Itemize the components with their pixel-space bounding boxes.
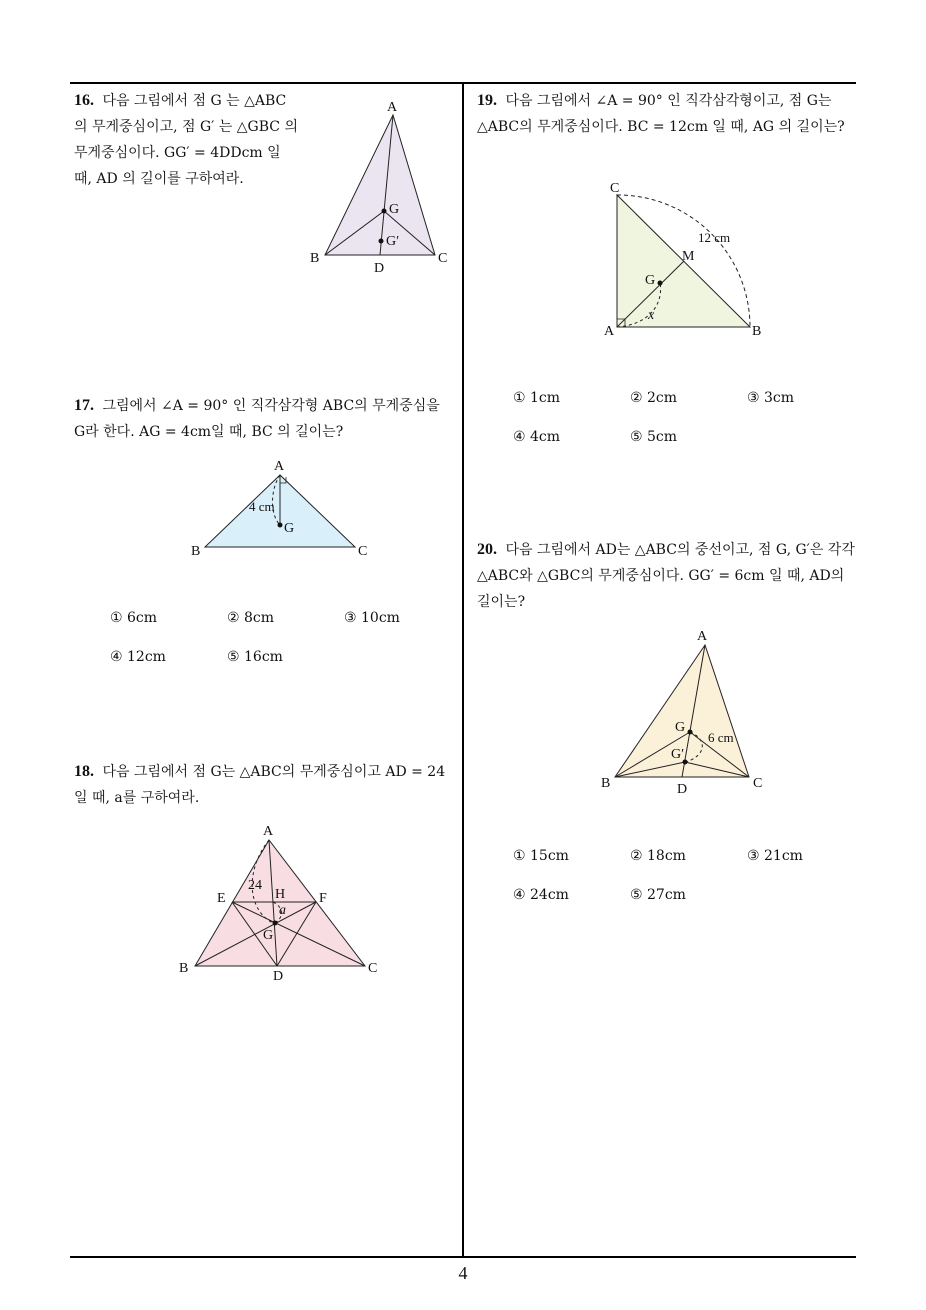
q19-choice-5[interactable]: ⑤ 5cm	[630, 429, 678, 445]
q18-number: 18.	[74, 763, 94, 780]
circle-shape	[688, 730, 693, 735]
q19-text: 다음 그림에서 ∠A = 90° 인 직각삼각형이고, 점 G는 △ABC의 무게중심이다. BC = 12cm 일 때, AG 의 길이는?	[477, 93, 845, 135]
q18-text: 다음 그림에서 점 G는 △ABC의 무게중심이고 AD = 24일 때, a를 구하여라.	[74, 764, 446, 806]
q17-choice-1[interactable]: ① 6cm	[110, 610, 158, 626]
q19-number: 19.	[477, 92, 497, 109]
label-length: 6 cm	[708, 730, 734, 745]
q17-number: 17.	[74, 397, 94, 414]
label-c: C	[438, 251, 448, 266]
q20-figure	[595, 625, 775, 800]
label-c: C	[358, 544, 368, 559]
label-d: D	[677, 782, 688, 797]
circle-shape	[382, 209, 387, 214]
circle-shape	[273, 921, 278, 926]
label-h: H	[275, 887, 286, 902]
q19-choice-2[interactable]: ② 2cm	[630, 390, 678, 406]
circle-shape	[658, 281, 663, 286]
q16-number: 16.	[74, 92, 94, 109]
label-a: A	[604, 324, 615, 339]
q19-choice-3[interactable]: ③ 3cm	[747, 390, 795, 406]
q16-figure	[300, 95, 460, 275]
label-g-prime: G′	[671, 747, 685, 762]
label-length: 4 cm	[249, 499, 275, 514]
q19-choice-4[interactable]: ④ 4cm	[513, 429, 561, 445]
label-m: M	[682, 249, 695, 264]
label-c: C	[610, 181, 620, 196]
label-g: G	[389, 202, 400, 217]
label-g: G	[645, 273, 656, 288]
label-b: B	[310, 251, 320, 266]
label-b: B	[752, 324, 762, 339]
q17-choice-3[interactable]: ③ 10cm	[344, 610, 400, 626]
q20-choice-2[interactable]: ② 18cm	[630, 848, 686, 864]
label-b: B	[179, 961, 189, 976]
q17-choice-5[interactable]: ⑤ 16cm	[227, 649, 283, 665]
q17-text: 그림에서 ∠A = 90° 인 직각삼각형 ABC의 무게중심을 G라 한다. AG = 4cm일 때, BC 의 길이는?	[74, 398, 440, 440]
label-b: B	[601, 776, 611, 791]
label-g: G	[675, 720, 686, 735]
label-a-var: a	[279, 903, 286, 918]
label-d: D	[273, 969, 284, 984]
q20-text: 다음 그림에서 AD는 △ABC의 중선이고, 점 G, G′은 각각 △ABC와 △GBC의 무게중심이다. GG′ = 6cm 일 때, AD의 길이는?	[477, 542, 855, 610]
label-a: A	[387, 100, 398, 115]
label-length: 12 cm	[698, 230, 731, 245]
q16-block	[74, 88, 298, 192]
triangle-abc	[325, 115, 435, 255]
q20-choice-4[interactable]: ④ 24cm	[513, 887, 569, 903]
label-x: x	[648, 308, 655, 323]
label-g-prime: G′	[386, 234, 400, 249]
q19-choice-1[interactable]: ① 1cm	[513, 390, 561, 406]
q18-block	[74, 759, 456, 811]
page-number: 4	[458, 1263, 468, 1283]
label-c: C	[368, 961, 378, 976]
label-length: 24	[248, 878, 262, 893]
label-c: C	[753, 776, 763, 791]
label-f: F	[319, 891, 327, 906]
label-a: A	[263, 824, 274, 839]
q17-choice-2[interactable]: ② 8cm	[227, 610, 275, 626]
q18-figure	[175, 820, 390, 985]
q16-text: 다음 그림에서 점 G 는 △ABC 의 무게중심이고, 점 G′ 는 △GBC 의 무게중심이다. GG′ = 4DDcm 일 때, AD 의 길이를 구하여라.	[74, 93, 298, 187]
label-a: A	[697, 629, 708, 644]
column-divider	[462, 82, 464, 1258]
q20-choice-1[interactable]: ① 15cm	[513, 848, 569, 864]
label-b: B	[191, 544, 201, 559]
q20-block	[477, 537, 861, 615]
q17-figure	[185, 455, 385, 565]
bottom-rule	[70, 1256, 856, 1258]
q20-choice-5[interactable]: ⑤ 27cm	[630, 887, 686, 903]
circle-shape	[278, 523, 283, 528]
q19-figure	[598, 175, 773, 345]
q17-block	[74, 393, 454, 445]
label-g: G	[263, 928, 274, 943]
label-g: G	[284, 521, 295, 536]
circle-shape	[379, 239, 384, 244]
q20-number: 20.	[477, 541, 497, 558]
q19-block	[477, 88, 861, 140]
q20-choice-3[interactable]: ③ 21cm	[747, 848, 803, 864]
label-d: D	[374, 261, 385, 275]
label-a: A	[274, 459, 285, 474]
label-e: E	[217, 891, 226, 906]
q17-choice-4[interactable]: ④ 12cm	[110, 649, 166, 665]
